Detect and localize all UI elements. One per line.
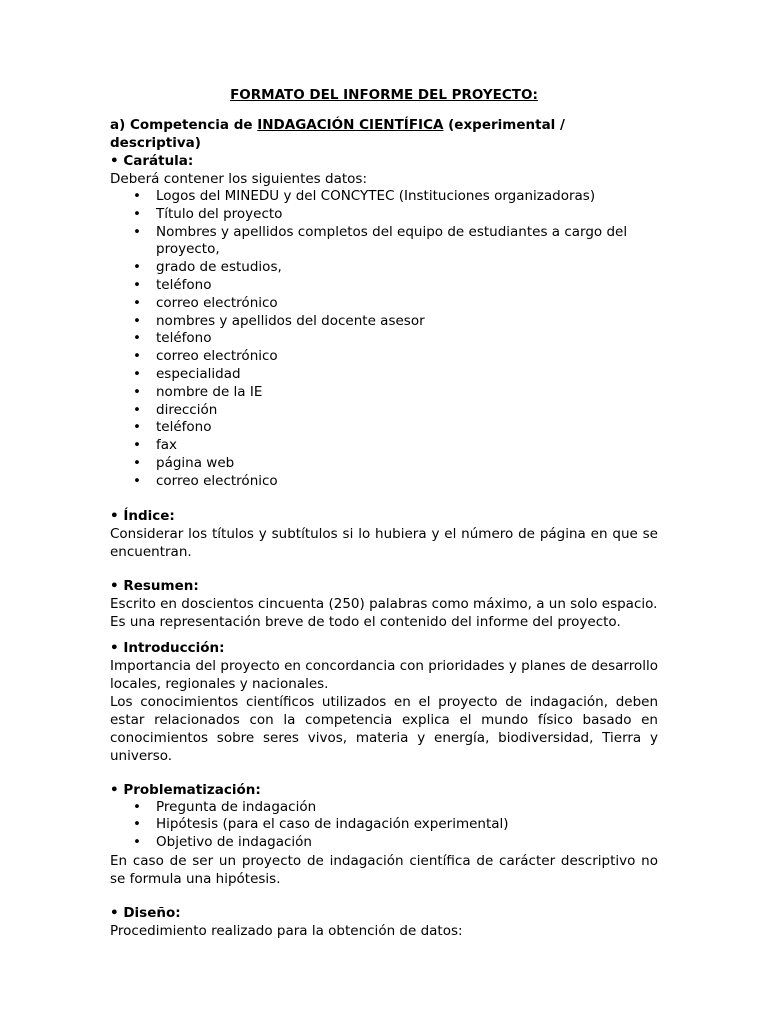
introduccion-paragraph-2: Los conocimientos científicos utilizados en el proyecto de indagación, deben estar relacionados con la competencia explica el mundo físico basado en conocimientos sobre seres vivos, materia y energía, biodiversidad, Tierra y universo. xyxy=(110,693,658,764)
indice-text: Considerar los títulos y subtítulos si lo hubiera y el número de página en que se encuentran. xyxy=(110,525,658,560)
competencia-prefix: a) Competencia de xyxy=(110,117,258,133)
resumen-line-1: Escrito en doscientos cincuenta (250) palabras como máximo, a un solo espacio. xyxy=(110,595,658,612)
diseno-text: Procedimiento realizado para la obtención de datos: xyxy=(110,922,463,939)
problematizacion-section xyxy=(110,781,658,888)
problematizacion-heading: • Problematización: xyxy=(110,781,261,798)
list-item: • teléfono xyxy=(156,419,658,437)
list-item: • página web xyxy=(156,455,658,473)
list-item: • grado de estudios, xyxy=(156,259,658,277)
document-page xyxy=(110,86,658,940)
list-item: • dirección xyxy=(156,402,658,420)
list-item: • Hipótesis (para el caso de indagación experimental) xyxy=(156,816,658,834)
introduccion-paragraph-1: Importancia del proyecto en concordancia con prioridades y planes de desarrollo locales, regionales y nacionales. xyxy=(110,657,658,692)
list-item: • fax xyxy=(156,437,658,455)
list-item: • Título del proyecto xyxy=(156,206,658,224)
problematizacion-note: En caso de ser un proyecto de indagación científica de carácter descriptivo no se formula una hipótesis. xyxy=(110,852,658,887)
list-item: • teléfono xyxy=(156,277,658,295)
diseno-heading: • Diseño: xyxy=(110,904,181,921)
caratula-heading: • Carátula: xyxy=(110,153,194,169)
competencia-heading xyxy=(110,116,658,152)
competencia-suffix: (experimental / descriptiva) xyxy=(110,117,565,151)
list-item: • correo electrónico xyxy=(156,473,658,491)
list-item: • correo electrónico xyxy=(156,295,658,313)
caratula-intro: Deberá contener los siguientes datos: xyxy=(110,171,367,187)
list-item: • Objetivo de indagación xyxy=(156,834,658,852)
resumen-line-2: Es una representación breve de todo el contenido del informe del proyecto. xyxy=(110,613,621,630)
list-item: • Nombres y apellidos completos del equipo de estudiantes a cargo del proyecto, xyxy=(156,224,658,260)
indice-heading: • Índice: xyxy=(110,507,175,524)
introduccion-heading: • Introducción: xyxy=(110,639,225,656)
indice-section xyxy=(110,507,658,561)
resumen-section xyxy=(110,577,658,631)
list-item: • teléfono xyxy=(156,330,658,348)
problematizacion-list xyxy=(110,799,658,852)
document-title: FORMATO DEL INFORME DEL PROYECTO: xyxy=(230,87,538,103)
list-item: • nombres y apellidos del docente asesor xyxy=(156,313,658,331)
caratula-list xyxy=(110,188,658,491)
competencia-emphasis: INDAGACIÓN CIENTÍFICA xyxy=(257,117,444,133)
diseno-section xyxy=(110,904,658,940)
resumen-heading: • Resumen: xyxy=(110,577,199,594)
list-item: • correo electrónico xyxy=(156,348,658,366)
introduccion-section xyxy=(110,639,658,765)
list-item: • nombre de la IE xyxy=(156,384,658,402)
list-item: • Logos del MINEDU y del CONCYTEC (Instituciones organizadoras) xyxy=(156,188,658,206)
list-item: • especialidad xyxy=(156,366,658,384)
list-item: • Pregunta de indagación xyxy=(156,799,658,817)
